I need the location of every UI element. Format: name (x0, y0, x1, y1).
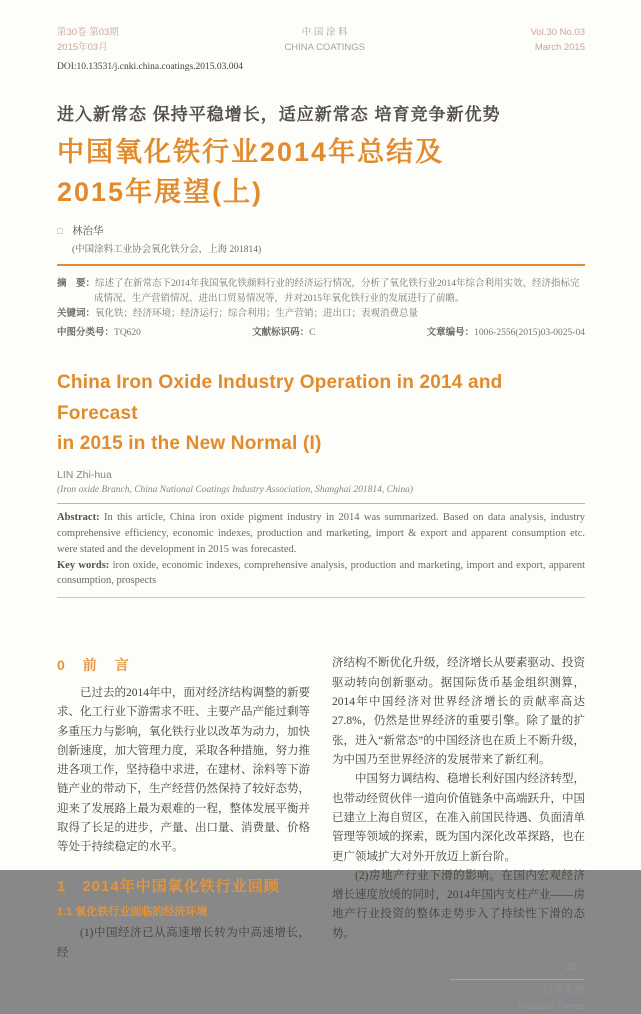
abstract-block-en (57, 510, 585, 590)
document-code (252, 326, 315, 341)
column-title-cn: 行业走势 (542, 984, 585, 996)
keywords-text-cn: 氧化铁；经济环境；经济运行；综合利用；生产营销；进出口；表观消费总量 (95, 309, 419, 320)
subsection-heading-1-1: 1.1 氧化铁行业面临的经济环境 (57, 905, 208, 918)
author-name-cn: 林治华 (72, 225, 104, 237)
clc-label: 中图分类号： (57, 328, 115, 339)
keywords-label-en: Key words: (57, 559, 110, 571)
abstract-label-cn: 摘 要： (57, 278, 96, 289)
article-id-value: 1006-2556(2015)03-0025-04 (474, 328, 585, 339)
body-column-right (332, 654, 585, 1014)
volume-issue-en: Vol.30 No.03 (530, 27, 585, 38)
keywords-paragraph-cn (57, 307, 585, 322)
keywords-label-cn: 关键词： (57, 309, 96, 320)
article-title-cn-line1: 中国氧化铁行业2014年总结及 (57, 137, 445, 168)
author-name-en: LIN Zhi-hua (57, 468, 112, 481)
clc-number (57, 326, 141, 341)
masthead-journal-name (284, 26, 365, 55)
article-id (427, 326, 585, 341)
article-title-en-line2: in 2015 in the New Normal (I) (57, 433, 322, 455)
date-en: March 2015 (534, 41, 585, 53)
journal-name-en: CHINA COATINGS (284, 41, 365, 53)
footer-divider (450, 979, 585, 980)
doc-code-value: C (309, 328, 316, 339)
masthead (57, 26, 585, 55)
abstract-text-cn: 综述了在新常态下2014年我国氧化铁颜料行业的经济运行情况，分析了氧化铁行业2014年综合利用实效、经济指标完成情况、生产营销情况、进出口贸易情况等，并对2015年氧化铁行业的发展进行了前瞻。 (94, 278, 580, 304)
article-title-cn-line2: 2015年展望(上) (57, 176, 264, 207)
date-cn: 2015年03月 (57, 41, 108, 53)
abstract-block-cn (57, 277, 585, 342)
author-row (57, 223, 585, 238)
abstract-label-en: Abstract: (57, 511, 100, 523)
affiliation-en: (Iron oxide Branch, China National Coatings Industry Association, Shanghai 201814, China) (57, 484, 413, 495)
article-title-en-line1: China Iron Oxide Industry Operation in 2014 and Forecast (57, 372, 503, 424)
body-paragraph: 中国努力调结构、稳增长利好国内经济转型，也带动经贸伙伴一道向价值链条中高端跃升，中国已建立上海自贸区，在准入前国民待遇、负面清单管理等领域的探索，既为国内深化改革探路，也在更广领域扩大对外开放迈上新台阶。 (332, 773, 585, 863)
divider-strong (57, 264, 585, 266)
divider-thin-bottom (57, 597, 585, 598)
doc-code-label: 文献标识码： (252, 328, 310, 339)
article-subtitle: 进入新常态 保持平稳增长，适应新常态 培育竞争新优势 (57, 105, 501, 125)
body-paragraph: 已过去的2014年中，面对经济结构调整的新要求、化工行业下游需求不旺、主要产品产能过剩等多重压力与影响，氧化铁行业以改革为动力，加快创新速度，加大管理力度，采取各种措施，努力推进各项工作，坚持稳中求进，在建材、涂料等下游链产业的带动下，生产经营仍然保持了较好态势，迎来了发展路上最为艰难的一程，整体发展平衡并取得了长足的进步，产量、出口量、消费量、价格等处于持续稳定的水平。 (57, 686, 310, 854)
page-footer (332, 960, 585, 1014)
abstract-paragraph-cn (57, 277, 585, 307)
article-id-label: 文章编号： (426, 328, 475, 339)
masthead-volume-en (531, 26, 585, 55)
abstract-text-en: In this article, China iron oxide pigment industry in 2014 was summarized. Based on data analysis, industry comprehensive efficiency, economic indexes, production and marketing, import & export and apparent consumption etc. were stated and the development in 2015 was forecasted. (57, 511, 585, 555)
affiliation-cn: (中国涂料工业协会氧化铁分会，上海 201814) (72, 244, 262, 255)
abstract-paragraph-en (57, 510, 585, 558)
divider-thin-top (57, 503, 585, 504)
classification-row (57, 326, 585, 341)
column-title-en: Industrial Trends (518, 1000, 585, 1011)
masthead-volume-cn (57, 26, 119, 55)
page-number: 25 (565, 962, 577, 974)
keywords-paragraph-en (57, 558, 585, 590)
article-title-en (57, 368, 585, 459)
body-column-left (57, 654, 310, 1014)
body-paragraph: (2)房地产行业下滑的影响。在国内宏观经济增长速度放缓的同时，2014年国内支柱产业——房地产行业投资的整体走势步入了持续性下滑的态势。 (332, 869, 585, 940)
section-heading-1: 1 2014年中国氧化铁行业回顾 (57, 877, 280, 895)
journal-name-cn: 中 国 涂 料 (301, 27, 348, 38)
author-marker-icon: □ (57, 225, 63, 236)
volume-issue-cn: 第30卷 第03期 (57, 27, 119, 38)
clc-value: TQ620 (114, 328, 141, 339)
keywords-text-en: iron oxide, economic indexes, comprehensive analysis, production and marketing, import and export, apparent consumption, prospects (57, 559, 585, 587)
article-title-cn (57, 133, 585, 211)
body-paragraph: 济结构不断优化升级，经济增长从要素驱动、投资驱动转向创新驱动。据国际货币基金组织测算，2014年中国经济对世界经济增长的贡献率高达27.8%，仍然是世界经济的重要引擎。除了量的扩张，进入“新常态”的中国经济也在质上不断升级，为中国乃至世界经济的发展带来了新红利。 (332, 657, 585, 766)
doi-line: DOI:10.13531/j.cnki.china.coatings.2015.03.004 (57, 62, 244, 73)
body-columns (57, 654, 585, 1014)
body-paragraph: (1)中国经济已从高速增长转为中高速增长，经 (57, 927, 310, 959)
section-heading-0: 0 前 言 (57, 657, 131, 674)
